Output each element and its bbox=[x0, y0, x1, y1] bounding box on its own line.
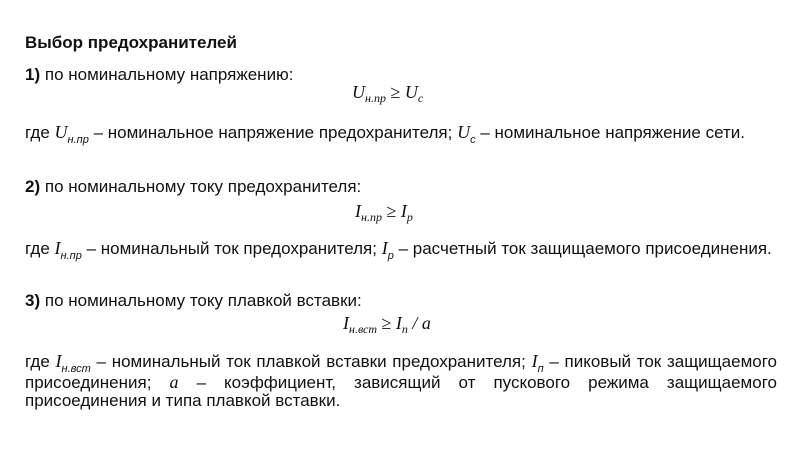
desc-2-text2: – расчетный ток защищаемого присоединения. bbox=[398, 239, 772, 258]
formula-2-lhs-sub: н.пр bbox=[361, 210, 382, 224]
formula-3-lhs: I bbox=[343, 313, 349, 333]
desc-3-sym2: I bbox=[531, 351, 538, 371]
section-2-description bbox=[25, 239, 777, 260]
desc-1-text1: – номинальное напряжение предохранителя; bbox=[93, 123, 453, 142]
desc-2-sym1-sub: н.пр bbox=[60, 250, 82, 262]
formula-1-lhs-sub: н.пр bbox=[365, 91, 386, 105]
formula-3-rhs-sub: п bbox=[401, 322, 408, 336]
formula-2-operator: ≥ bbox=[386, 201, 397, 221]
desc-3-text3: – коэффициент, зависящий от пускового режима защищаемого присоединения и типа плавкой вставки. bbox=[25, 373, 777, 410]
desc-2-pre: где bbox=[25, 239, 50, 258]
desc-1-pre: где bbox=[25, 123, 50, 142]
formula-1-rhs: U bbox=[404, 82, 418, 102]
formula-3 bbox=[343, 313, 431, 335]
desc-3-sym1-sub: н.вст bbox=[61, 363, 91, 375]
formula-1-lhs: U bbox=[352, 82, 365, 102]
section-3-heading-text: по номинальному току плавкой вставки: bbox=[44, 291, 362, 310]
desc-1-sym2-sub: с bbox=[470, 134, 476, 146]
desc-3-text2: – пиковый ток защищаемого присоединения; bbox=[25, 352, 778, 392]
desc-3-text1: – номинальный ток плавкой вставки предохранителя; bbox=[96, 352, 526, 371]
desc-1-sym2: U bbox=[457, 122, 471, 142]
desc-1-text2: – номинальное напряжение сети. bbox=[480, 123, 745, 142]
formula-1-operator: ≥ bbox=[390, 82, 401, 102]
formula-3-rhs: I bbox=[395, 313, 402, 333]
section-3-number: 3) bbox=[25, 291, 41, 310]
section-2-heading bbox=[25, 177, 361, 197]
desc-1-sym1-sub: н.пр bbox=[67, 134, 89, 146]
section-3-heading bbox=[25, 291, 362, 311]
desc-3-pre: где bbox=[25, 352, 50, 371]
desc-2-sym2-sub: р bbox=[387, 250, 394, 262]
formula-3-operator: ≥ bbox=[381, 313, 392, 333]
section-2-number: 2) bbox=[25, 177, 41, 196]
desc-2-text1: – номинальный ток предохранителя; bbox=[86, 239, 377, 258]
section-3-description bbox=[25, 352, 777, 410]
section-1-heading bbox=[25, 65, 294, 85]
formula-2-lhs: I bbox=[355, 201, 361, 221]
section-1-description bbox=[25, 123, 777, 144]
formula-3-lhs-sub: н.вст bbox=[349, 322, 377, 336]
section-2-heading-text: по номинальному току предохранителя: bbox=[44, 177, 362, 196]
formula-1-rhs-sub: с bbox=[417, 91, 424, 105]
desc-3-sym1: I bbox=[55, 351, 62, 371]
desc-3-sym3: a bbox=[169, 372, 179, 392]
desc-2-sym1: I bbox=[54, 238, 61, 258]
desc-3-sym2-sub: п bbox=[537, 363, 544, 375]
desc-1-sym1: U bbox=[54, 122, 68, 142]
desc-2-sym2: I bbox=[381, 238, 388, 258]
page-title: Выбор предохранителей bbox=[25, 33, 237, 52]
formula-2-rhs: I bbox=[400, 201, 407, 221]
formula-3-divisor: / a bbox=[412, 313, 431, 333]
section-1-heading-text: по номинальному напряжению: bbox=[44, 65, 294, 84]
formula-2-rhs-sub: р bbox=[406, 210, 413, 224]
formula-1 bbox=[352, 82, 423, 104]
formula-2 bbox=[355, 201, 413, 223]
section-1-number: 1) bbox=[25, 65, 41, 84]
